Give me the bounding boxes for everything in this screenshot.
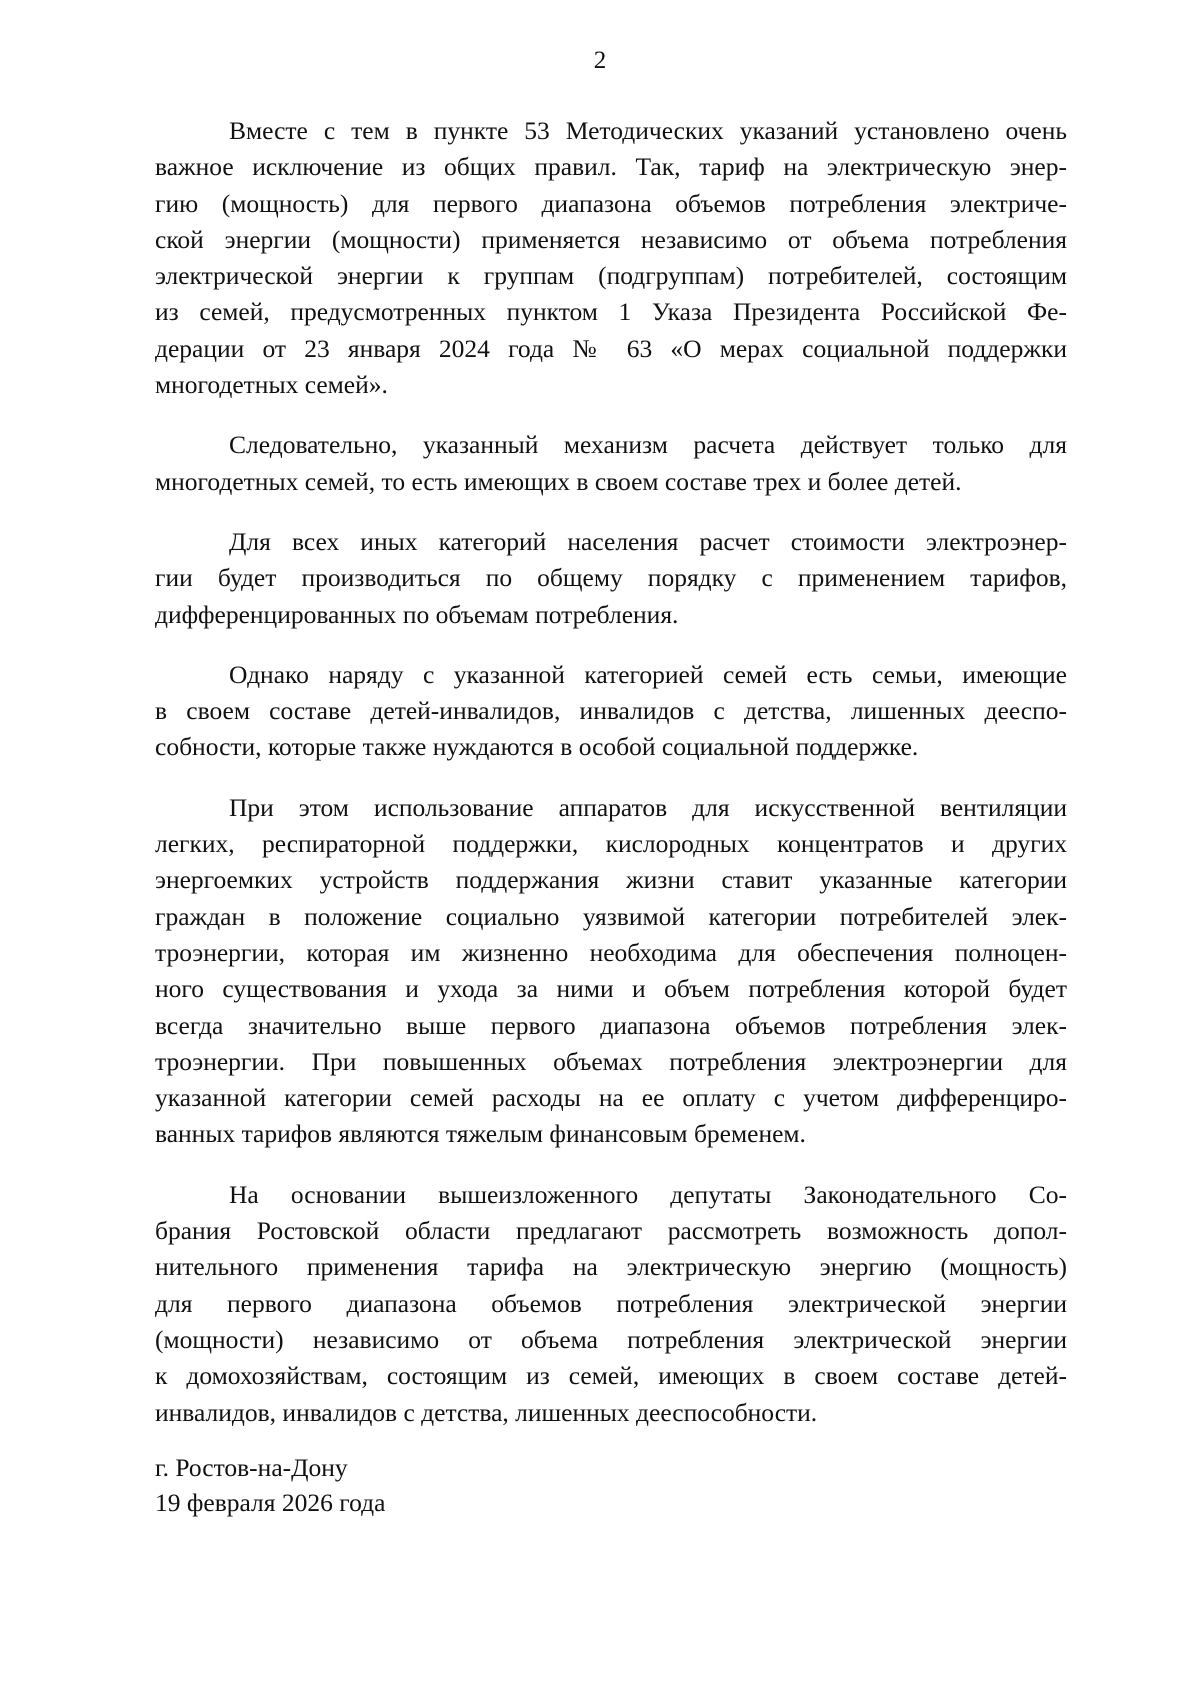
- text-line: электрической энергии к группам (подгруппам) потребителей, состоящим: [155, 261, 1067, 291]
- text-line: многодетных семей, то есть имеющих в своем составе трех и более детей.: [155, 466, 962, 496]
- paragraph: [155, 427, 1067, 500]
- text-line: дифференцированных по объемам потребления.: [155, 599, 679, 629]
- text-line: из семей, предусмотренных пунктом 1 Указа Президента Российской Фе-: [155, 297, 1067, 327]
- text-line: троэнергии. При повышенных объемах потребления электроэнергии для: [155, 1046, 1067, 1076]
- document-body: [155, 113, 1067, 1455]
- text-line: Однако наряду с указанной категорией семей есть семьи, имеющие: [229, 659, 1067, 689]
- text-line: брания Ростовской области предлагают рассмотреть возможность допол-: [155, 1216, 1067, 1246]
- signature-block: [155, 1450, 385, 1520]
- text-line: Вместе с тем в пункте 53 Методических указаний установлено очень: [229, 116, 1067, 145]
- text-line: инвалидов, инвалидов с детства, лишенных дееспособности.: [155, 1397, 818, 1427]
- text-line: На основании вышеизложенного депутаты Законодательного Со-: [229, 1179, 1067, 1209]
- signature-place: г. Ростов-на-Дону: [155, 1453, 348, 1482]
- text-line: к домохозяйствам, состоящим из семей, имеющих в своем составе детей-: [155, 1361, 1067, 1391]
- text-line: важное исключение из общих правил. Так, тариф на электрическую энер-: [155, 152, 1067, 182]
- text-line: При этом использование аппаратов для искусственной вентиляции: [229, 792, 1067, 822]
- text-line: указанной категории семей расходы на ее оплату с учетом дифференциро-: [155, 1083, 1067, 1113]
- paragraph: [155, 113, 1067, 403]
- text-line: гию (мощность) для первого диапазона объемов потребления электриче-: [155, 188, 1067, 218]
- text-line: энергоемких устройств поддержания жизни ставит указанные категории: [155, 865, 1067, 895]
- text-line: нительного применения тарифа на электрическую энергию (мощность): [155, 1252, 1067, 1282]
- text-line: легких, респираторной поддержки, кислородных концентратов и других: [155, 829, 1067, 859]
- text-line: Следовательно, указанный механизм расчета действует только для: [229, 430, 1067, 460]
- paragraph: [155, 790, 1067, 1153]
- text-line: троэнергии, которая им жизненно необходима для обеспечения полноцен-: [155, 937, 1067, 967]
- text-line: дерации от 23 января 2024 года № 63 «О мерах социальной поддержки: [155, 333, 1067, 363]
- text-line: ного существования и ухода за ними и объем потребления которой будет: [155, 974, 1067, 1004]
- page-number: 2: [593, 47, 607, 74]
- signature-date: 19 февраля 2026 года: [155, 1488, 386, 1517]
- text-line: Для всех иных категорий населения расчет стоимости электроэнер-: [229, 526, 1067, 556]
- text-line: в своем составе детей-инвалидов, инвалидов с детства, лишенных дееспо-: [155, 696, 1067, 726]
- text-line: собности, которые также нуждаются в особой социальной поддержке.: [155, 732, 919, 762]
- text-line: ванных тарифов являются тяжелым финансовым бременем.: [155, 1119, 806, 1149]
- text-line: ской энергии (мощности) применяется независимо от объема потребления: [155, 224, 1067, 254]
- text-line: (мощности) независимо от объема потребления электрической энергии: [155, 1324, 1067, 1354]
- text-line: граждан в положение социально уязвимой категории потребителей элек-: [155, 901, 1067, 931]
- text-line: для первого диапазона объемов потребления электрической энергии: [155, 1288, 1067, 1318]
- text-line: всегда значительно выше первого диапазона объемов потребления элек-: [155, 1010, 1067, 1040]
- text-line: гии будет производиться по общему порядку с применением тарифов,: [155, 563, 1067, 593]
- paragraph: [155, 524, 1067, 633]
- paragraph: [155, 1177, 1067, 1431]
- text-line: многодетных семей».: [155, 370, 388, 400]
- paragraph: [155, 657, 1067, 766]
